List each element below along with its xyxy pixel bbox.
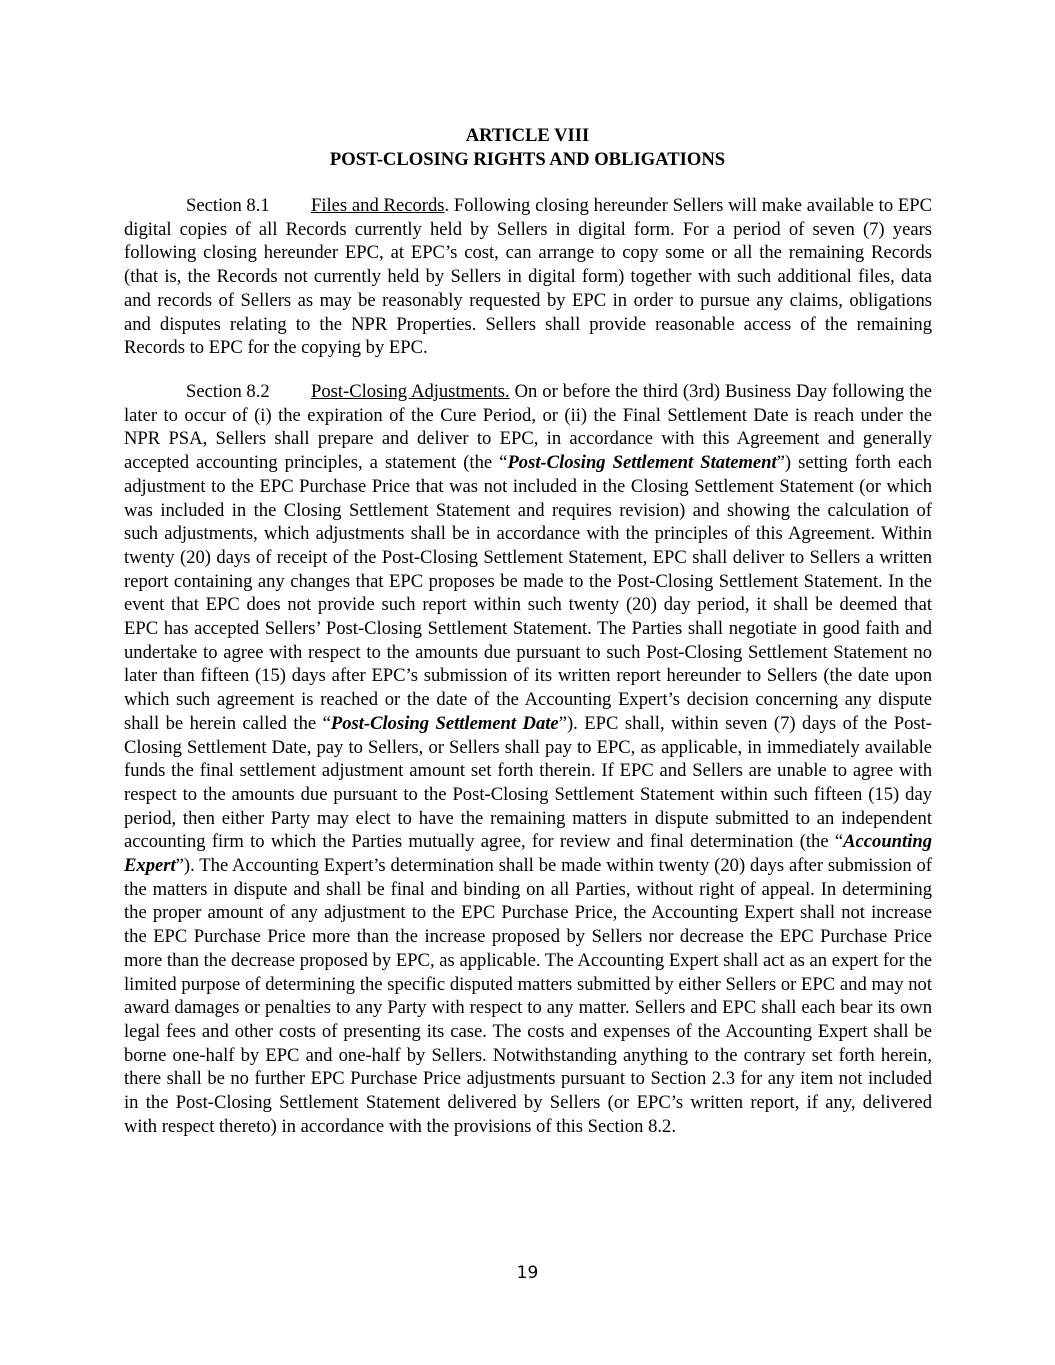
article-title: POST-CLOSING RIGHTS AND OBLIGATIONS bbox=[329, 149, 726, 170]
section-body: . Following closing hereunder Sellers will make available to EPC digital copies of all Records currently held by Sellers in digital form. For a period of seven (7) years following closing hereunder EPC, at EPC’s cost, can arrange to copy some or all the remaining Records (that is, the Records not currently held by Sellers in digital form) together with such additional files, data and records of Sellers as may be reasonably requested by EPC in order to pursue any claims, obligations and disputes relating to the NPR Properties. Sellers shall provide reasonable access of the remaining Records to EPC for the copying by EPC. bbox=[124, 195, 933, 359]
section-8-2-paragraph bbox=[124, 380, 932, 1139]
article-heading bbox=[0, 124, 1055, 172]
section-number: Section 8.1 bbox=[186, 195, 270, 216]
section-number: Section 8.2 bbox=[186, 381, 270, 402]
section-body-part: ”). The Accounting Expert’s determination shall be made within twenty (20) days after submission of the matters in dispute and shall be final and binding on all Parties, without right of appeal. In determining the proper amount of any adjustment to the EPC Purchase Price, the Accounting Expert shall not increase the EPC Purchase Price more than the increase proposed by Sellers nor decrease the EPC Purchase Price more than the decrease proposed by EPC, as applicable. The Accounting Expert shall act as an expert for the limited purpose of determining the specific disputed matters submitted by either Sellers or EPC and may not award damages or penalties to any Party with respect to any matter. Sellers and EPC shall each bear its own legal fees and other costs of presenting its case. The costs and expenses of the Accounting Expert shall be borne one-half by EPC and one-half by Sellers. Notwithstanding anything to the contrary set forth herein, there shall be no further EPC Purchase Price adjustments pursuant to Section 2.3 for any item not included in the Post-Closing Settlement Statement delivered by Sellers (or EPC’s written report, if any, delivered with respect thereto) in accordance with the provisions of this Section 8.2. bbox=[124, 855, 932, 1137]
section-8-1-paragraph bbox=[124, 194, 932, 360]
section-body-part: ”) setting forth each adjustment to the EPC Purchase Price that was not included in the Closing Settlement Statement (or which was included in the Closing Settlement Statement and requires revision) and showing the calculation of such adjustments, which adjustments shall be in accordance with the principles of this Agreement. Within twenty (20) days of receipt of the Post-Closing Settlement Statement, EPC shall deliver to Sellers a written report containing any changes that EPC proposes be made to the Post-Closing Settlement Statement. In the event that EPC does not provide such report within such twenty (20) day period, it shall be deemed that EPC has accepted Sellers’ Post-Closing Settlement Statement. The Parties shall negotiate in good faith and undertake to agree with respect to the amounts due pursuant to such Post-Closing Settlement Statement no later than fifteen (15) days after EPC’s submission of its written report hereunder to Sellers (the date upon which such agreement is reached or the date of the Accounting Expert’s decision concerning any dispute shall be herein called the “ bbox=[124, 452, 932, 734]
section-caption: Post-Closing Adjustments. bbox=[311, 381, 510, 402]
page-number: 19 bbox=[516, 1263, 539, 1283]
section-body-part: On or before the third (3rd) Business Day following the later to occur of (i) the expiration of the Cure Period, or (ii) the Final Settlement Date is reach under the NPR PSA, Sellers shall prepare and deliver to EPC, in accordance with this Agreement and generally accepted accounting principles, a statement (the “ bbox=[124, 381, 932, 474]
defined-term: Post-Closing Settlement Statement bbox=[507, 452, 777, 474]
section-caption: Files and Records bbox=[311, 195, 445, 216]
section-body-part: ”). EPC shall, within seven (7) days of the Post-Closing Settlement Date, pay to Sellers, or Sellers shall pay to EPC, as applicable, in immediately available funds the final settlement adjustment amount set forth therein. If EPC and Sellers are unable to agree with respect to the amounts due pursuant to the Post-Closing Settlement Statement within such fifteen (15) day period, then either Party may elect to have the remaining matters in dispute submitted to an independent accounting firm to which the Parties mutually agree, for review and final determination (the “ bbox=[124, 712, 932, 853]
defined-term: Post-Closing Settlement Date bbox=[330, 712, 559, 734]
article-number: ARTICLE VIII bbox=[465, 125, 590, 146]
defined-term: Accounting Expert bbox=[124, 831, 932, 877]
